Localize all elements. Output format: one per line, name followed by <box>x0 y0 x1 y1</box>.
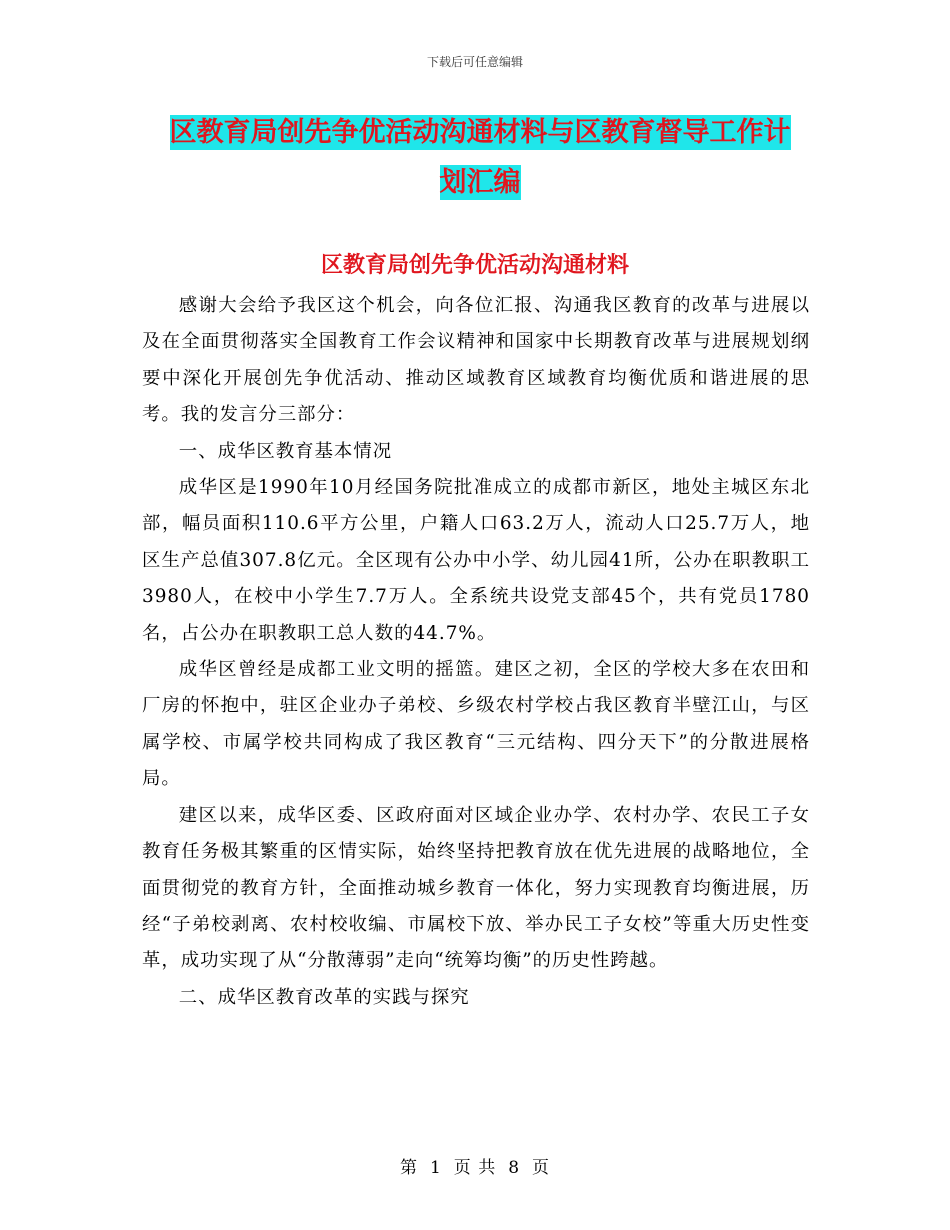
page-number-total: 8 <box>508 1158 521 1178</box>
page-number-current: 1 <box>429 1158 442 1178</box>
page-label-suffix: 页 <box>532 1158 551 1178</box>
document-title <box>140 108 820 208</box>
heading-reform-practice: 二、成华区教育改革的实践与探究 <box>178 986 470 1008</box>
section-title: 区教育局创先争优活动沟通材料 <box>320 253 629 278</box>
page-footer <box>0 1153 950 1178</box>
paragraph-development: 建区以来，成华区委、区政府面对区域企业办学、农村办学、农民工子女教育任务极其繁重的区情实际，始终坚持把教育放在优先进展的战略地位，全面贯彻党的教育方针，全面推动城乡教育一体化，努力实现教育均衡进展，历经“子弟校剥离、农村校收编、市属校下放、举办民工子女校”等重大历史性变革，成功实现了从“分散薄弱”走向“统筹均衡”的历史性跨越。 <box>142 804 810 972</box>
page-header-note: 下载后可任意编辑 <box>426 55 523 69</box>
paragraph-district-stats: 成华区是1990年10月经国务院批准成立的成都市新区，地处主城区东北部，幅员面积110.6平方公里，户籍人口63.2万人，流动人口25.7万人，地区生产总值307.8亿元。全区现有公办中小学、幼儿园41所，公办在职教职工3980人，在校中小学生7.7万人。全系统共设党支部45个，共有党员1780名，占公办在职教职工总人数的44.7%。 <box>142 477 810 644</box>
document-body <box>142 288 810 1016</box>
paragraph-intro: 感谢大会给予我区这个机会，向各位汇报、沟通我区教育的改革与进展以及在全面贯彻落实全国教育工作会议精神和国家中长期教育改革与进展规划纲要中深化开展创先争优活动、推动区域教育区域教育均衡优质和谐进展的思考。我的发言分三部分： <box>142 295 810 426</box>
document-title-line-1: 区教育局创先争优活动沟通材料与区教育督导工作计 <box>169 117 791 148</box>
document-title-line-2: 划汇编 <box>439 167 521 198</box>
heading-basic-situation: 一、成华区教育基本情况 <box>178 440 393 462</box>
page-label-prefix: 第 <box>399 1158 418 1178</box>
paragraph-history: 成华区曾经是成都工业文明的摇篮。建区之初，全区的学校大多在农田和厂房的怀抱中，驻区企业办子弟校、乡级农村学校占我区教育半壁江山，与区属学校、市属学校共同构成了我区教育“三元结构、四分天下”的分散进展格局。 <box>142 659 810 790</box>
page-label-middle: 页 共 <box>453 1158 497 1178</box>
